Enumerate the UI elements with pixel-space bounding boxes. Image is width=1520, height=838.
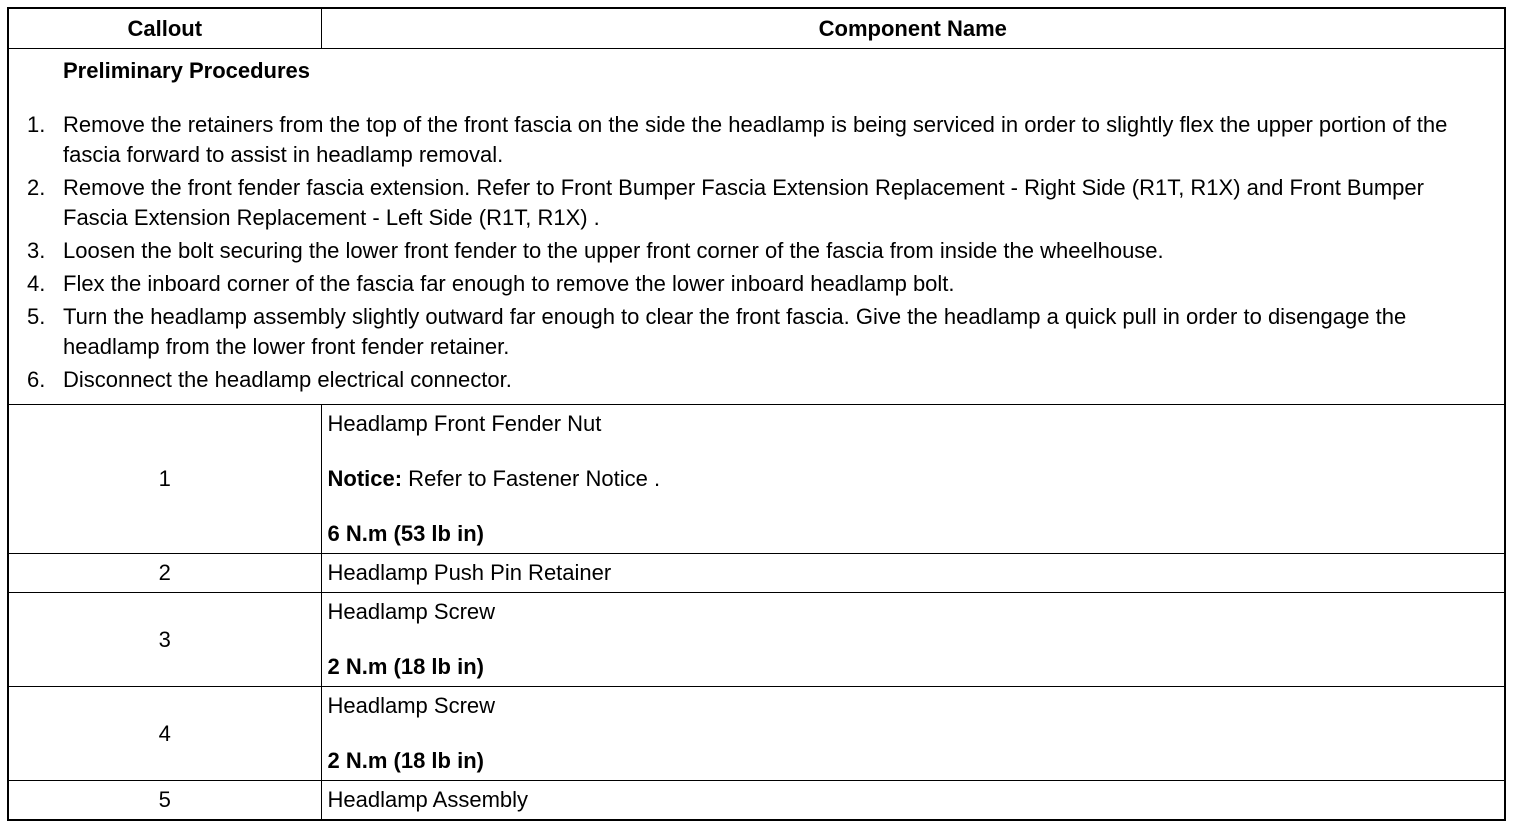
callout-number: 1 — [9, 405, 321, 554]
component-cell — [321, 554, 1504, 593]
preliminary-procedures-cell — [9, 49, 1504, 405]
table-row — [9, 593, 1504, 687]
component-name: Headlamp Screw — [327, 599, 496, 624]
torque-spec: 6 N.m (53 lb in) — [327, 521, 484, 546]
torque-spec: 2 N.m (18 lb in) — [327, 654, 484, 679]
step-text: Remove the retainers from the top of the front fascia on the side the headlamp is being serviced in order to slightly flex the upper portion of the fascia forward to assist in headlamp removal. — [63, 112, 1448, 167]
callout-number: 4 — [9, 687, 321, 781]
component-cell — [321, 781, 1504, 820]
step-text: Flex the inboard corner of the fascia far enough to remove the lower inboard headlamp bolt. — [63, 271, 955, 296]
component-cell — [321, 405, 1504, 554]
preliminary-step — [27, 236, 1484, 266]
callout-column-header: Callout — [9, 9, 321, 49]
component-cell — [321, 593, 1504, 687]
notice-text: Refer to Fastener Notice . — [402, 466, 661, 491]
component-name: Headlamp Screw — [327, 693, 496, 718]
preliminary-step — [27, 269, 1484, 299]
component-table-frame — [7, 7, 1506, 821]
notice-label: Notice: — [327, 466, 403, 491]
component-table — [9, 9, 1504, 819]
table-row — [9, 781, 1504, 820]
component-name-column-header: Component Name — [321, 9, 1504, 49]
preliminary-procedures-title: Preliminary Procedures — [63, 58, 311, 83]
preliminary-step — [27, 110, 1484, 170]
component-name: Headlamp Push Pin Retainer — [327, 560, 612, 585]
component-cell — [321, 687, 1504, 781]
preliminary-procedures-row — [9, 49, 1504, 405]
notice-line — [328, 464, 1499, 494]
step-text: Loosen the bolt securing the lower front fender to the upper front corner of the fascia from inside the wheelhouse. — [63, 238, 1164, 263]
table-row — [9, 405, 1504, 554]
callout-number: 2 — [9, 554, 321, 593]
step-number: 3. — [27, 238, 46, 263]
preliminary-steps-list — [27, 110, 1484, 395]
preliminary-step — [27, 302, 1484, 362]
table-header-row — [9, 9, 1504, 49]
table-row — [9, 687, 1504, 781]
step-number: 1. — [27, 112, 46, 137]
step-number: 6. — [27, 367, 46, 392]
step-number: 4. — [27, 271, 46, 296]
component-name: Headlamp Assembly — [327, 787, 529, 812]
preliminary-step — [27, 365, 1484, 395]
callout-number: 5 — [9, 781, 321, 820]
torque-spec: 2 N.m (18 lb in) — [327, 748, 484, 773]
step-text: Remove the front fender fascia extension. Refer to Front Bumper Fascia Extension Replacement - Right Side (R1T, R1X) and Front Bumper Fascia Extension Replacement - Left Side (R1T, R1X) . — [63, 175, 1424, 230]
step-number: 5. — [27, 304, 46, 329]
preliminary-step — [27, 173, 1484, 233]
step-number: 2. — [27, 175, 46, 200]
callout-number: 3 — [9, 593, 321, 687]
component-name: Headlamp Front Fender Nut — [327, 411, 602, 436]
step-text: Turn the headlamp assembly slightly outward far enough to clear the front fascia. Give the headlamp a quick pull in order to disengage the headlamp from the lower front fender retainer. — [63, 304, 1407, 359]
table-row — [9, 554, 1504, 593]
step-text: Disconnect the headlamp electrical connector. — [63, 367, 512, 392]
